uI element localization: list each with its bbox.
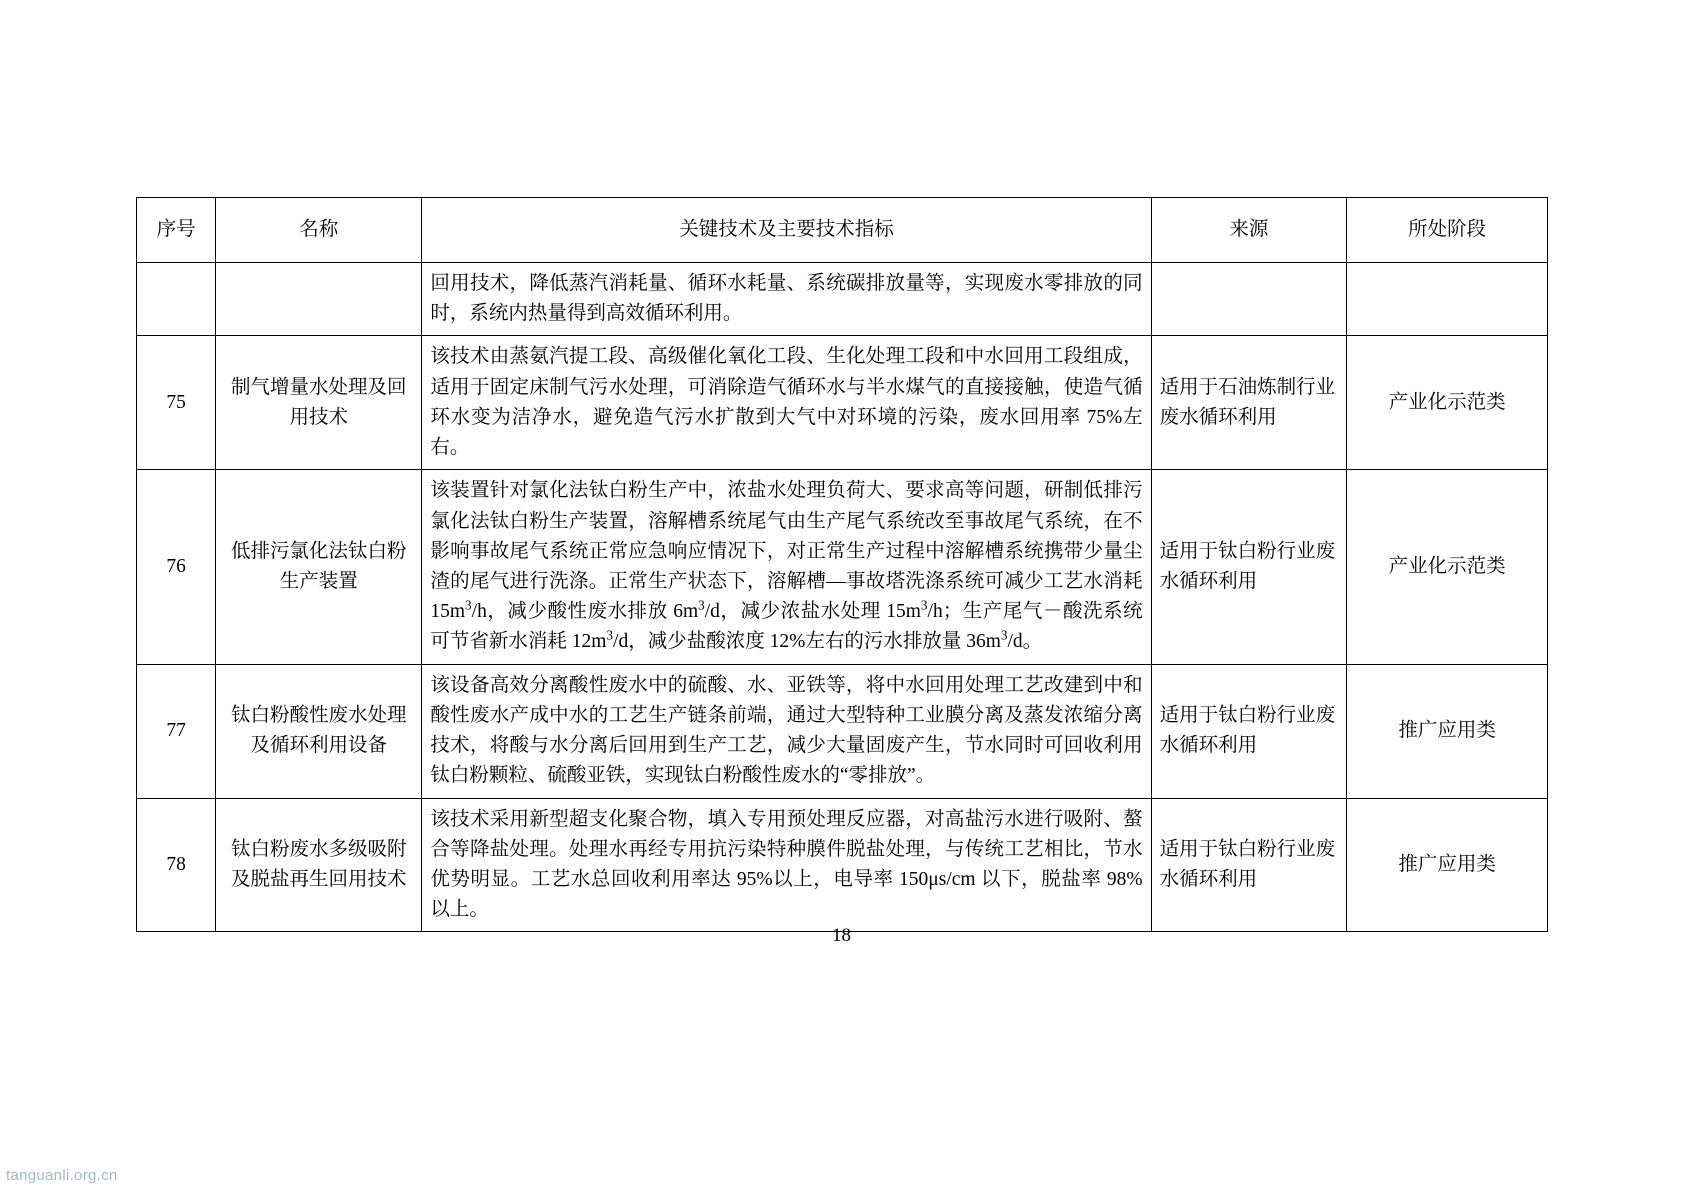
technology-table-container (136, 197, 1548, 932)
header-cell-tech: 关键技术及主要技术指标 (422, 198, 1151, 263)
cell-stage: 产业化示范类 (1347, 336, 1548, 470)
cell-no: 76 (137, 470, 216, 664)
cell-tech: 该设备高效分离酸性废水中的硫酸、水、亚铁等，将中水回用处理工艺改建到中和酸性废水产成中水的工艺生产链条前端，通过大型特种工业膜分离及蒸发浓缩分离技术，将酸与水分离后回用到生产工艺，减少大量固废产生，节水同时可回收利用钛白粉颗粒、硫酸亚铁，实现钛白粉酸性废水的“零排放”。 (422, 664, 1151, 798)
cell-stage: 推广应用类 (1347, 798, 1548, 932)
cell-stage: 产业化示范类 (1347, 470, 1548, 664)
cell-no-continued (137, 263, 216, 336)
cell-stage: 推广应用类 (1347, 664, 1548, 798)
table-row (137, 798, 1548, 932)
cell-tech: 该技术采用新型超支化聚合物，填入专用预处理反应器，对高盐污水进行吸附、螯合等降盐处理。处理水再经专用抗污染特种膜件脱盐处理，与传统工艺相比，节水优势明显。工艺水总回收利用率达 95%以上，电导率 150μs/cm 以下，脱盐率 98%以上。 (422, 798, 1151, 932)
cell-name: 钛白粉废水多级吸附及脱盐再生回用技术 (216, 798, 422, 932)
page-number: 18 (832, 925, 851, 946)
cell-name: 制气增量水处理及回用技术 (216, 336, 422, 470)
table-row (137, 336, 1548, 470)
cell-stage-continued (1347, 263, 1548, 336)
cell-no: 75 (137, 336, 216, 470)
cell-name-continued (216, 263, 422, 336)
header-cell-source: 来源 (1151, 198, 1347, 263)
cell-tech: 该装置针对氯化法钛白粉生产中，浓盐水处理负荷大、要求高等问题，研制低排污氯化法钛白粉生产装置，溶解槽系统尾气由生产尾气系统改至事故尾气系统，在不影响事故尾气系统正常应急响应情况下，对正常生产过程中溶解槽系统携带少量尘渣的尾气进行洗涤。正常生产状态下，溶解槽—事故塔洗涤系统可减少工艺水消耗 $15m^3/h$，减少酸性废水排放 $6m^3/d$，减少浓盐水处理 $15m^3/h$；生产尾气－酸洗系统可节省新水消耗 $12m^3/d$，减少盐酸浓度 12%左右的污水排放量 $36m^3/d$。 (422, 470, 1151, 664)
cell-source-continued (1151, 263, 1347, 336)
technology-table (136, 197, 1548, 932)
table-body (137, 263, 1548, 932)
header-cell-name: 名称 (216, 198, 422, 263)
cell-source: 适用于钛白粉行业废水循环利用 (1151, 470, 1347, 664)
site-watermark: tanguanli.org.cn (6, 1167, 118, 1184)
header-cell-no: 序号 (137, 198, 216, 263)
cell-source: 适用于石油炼制行业废水循环利用 (1151, 336, 1347, 470)
cell-source: 适用于钛白粉行业废水循环利用 (1151, 798, 1347, 932)
cell-no: 77 (137, 664, 216, 798)
header-cell-stage: 所处阶段 (1347, 198, 1548, 263)
cell-name: 钛白粉酸性废水处理及循环利用设备 (216, 664, 422, 798)
cell-tech: 该技术由蒸氨汽提工段、高级催化氧化工段、生化处理工段和中水回用工段组成，适用于固定床制气污水处理，可消除造气循环水与半水煤气的直接接触，使造气循环水变为洁净水，避免造气污水扩散到大气中对环境的污染，废水回用率 75%左右。 (422, 336, 1151, 470)
cell-source: 适用于钛白粉行业废水循环利用 (1151, 664, 1347, 798)
table-header (137, 198, 1548, 263)
cell-name: 低排污氯化法钛白粉生产装置 (216, 470, 422, 664)
table-row-continued (137, 263, 1548, 336)
table-row (137, 470, 1548, 664)
table-header-row (137, 198, 1548, 263)
table-row (137, 664, 1548, 798)
cell-tech-continued: 回用技术，降低蒸汽消耗量、循环水耗量、系统碳排放量等，实现废水零排放的同时，系统内热量得到高效循环利用。 (422, 263, 1151, 336)
cell-no: 78 (137, 798, 216, 932)
